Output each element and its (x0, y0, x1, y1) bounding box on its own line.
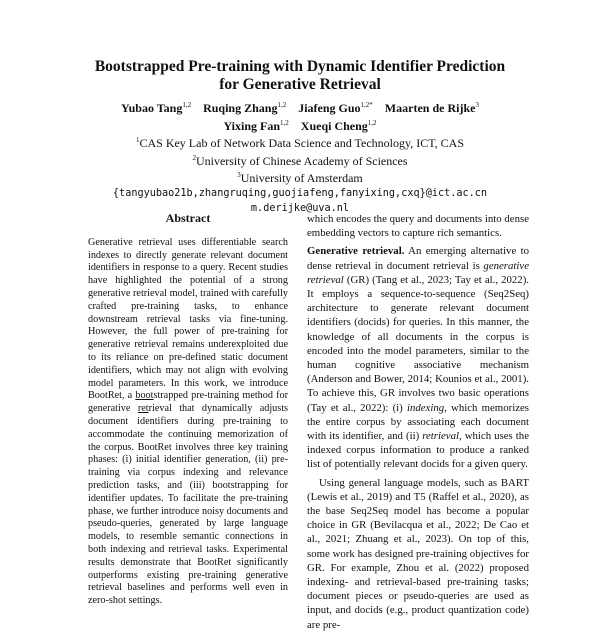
abstract-column (88, 212, 288, 608)
email-line: {tangyubao21b,zhangruqing,guojiafeng,fanyixing,cxq}@ict.ac.cn (112, 187, 488, 199)
author-row-1 (0, 98, 600, 116)
affiliation-list (0, 133, 600, 186)
affiliation: $^3$University of Amsterdam (237, 171, 363, 185)
author-name: Maarten de Rijke (384, 101, 476, 115)
author-name: Ruqing Zhang (203, 101, 278, 115)
section-heading: Generative retrieval. (307, 245, 405, 258)
author-affil-mark: 1,2 (182, 101, 192, 109)
paragraph: which encodes the query and documents into dense embedding vectors to capture rich semantics. (307, 213, 529, 240)
author-emails (0, 186, 600, 216)
paragraph: Using general language models, such as BART (Lewis et al., 2019) and T5 (Raffel et al., 2020), as the base Seq2Seq model has become a popular choice in GR (Bevilacqua et al., 2022; De Cao et al., 2021; Zhuang et al., 2023). On top of this, some work has designed pre-training objectives for GR. For example, Zhou et al. (2022) proposed indexing- and retrieval-based pre-training tasks; document pieces or pseudo-queries are used as input, and docids (e.g., product quantization code) are pre- (307, 476, 529, 631)
author-list (0, 98, 600, 133)
paragraph: Generative retrieval. An emerging alternative to dense retrieval in document retrieval is generative retrieval (GR) (Tang et al., 2023; Tay et al., 2022). It employs a sequence-to-sequence (Seq2Seq) architecture to generate relevant document identifiers (docids) for queries. In this manner, the knowledge of all documents in the corpus is encoded into the model parameters, similar to the human cognitive associative mechanism (Anderson and Bower, 2014; Kounios et al., 2001). To achieve this, GR involves two basic operations (Tay et al., 2022): (i) indexing, which memorizes the entire corpus by associating each document with its identifier, and (ii) retrieval, which uses the indexed corpus information to produce a ranked list of potentially relevant docids for a given query. (307, 245, 530, 471)
author-affil-mark: 1,2* (360, 101, 373, 109)
author-name: Xueqi Cheng (300, 118, 368, 133)
author-name: Jiafeng Guo (298, 101, 361, 115)
abstract-heading: Abstract (165, 211, 211, 225)
abstract-text: Generative retrieval uses differentiable search indexes to directly generate relevant document identifiers in response to a query. Recent studies have highlighted the potential of a strong generative retrieval model, trained with carefully crafted pre-training tasks, to enhance downstream retrieval tasks via fine-tuning. However, the full power of pre-training for generative retrieval remains underexploited due to its reliance on pre-defined static document identifiers, which may not align with evolving model parameters. In this work, we introduce BootRet, a bootstrapped pre-training method for generative retrieval that dynamically adjusts document identifiers during pre-training to accommodate the continuing memorization of the corpus. BootRet involves three key training phases: (i) initial identifier generation, (ii) pre-training via corpus indexing and relevance prediction tasks, and (iii) bootstrapping for identifier updates. To facilitate the pre-training phase, we further introduce noisy documents and pseudo-queries, generated by large language models, to resemble semantic connections in both indexing and retrieval tasks. Experimental results demonstrate that BootRet significantly outperforms existing pre-training generative retrieval baselines and performs well even in zero-shot settings. (88, 236, 289, 607)
author-affil-mark: 1,2 (280, 118, 289, 127)
email-line: m.derijke@uva.nl (250, 202, 350, 214)
affiliation: $^2$University of Chinese Academy of Sciences (192, 153, 408, 168)
paper-title (0, 58, 600, 94)
title-line-1: Bootstrapped Pre-training with Dynamic Identifier Prediction (94, 58, 506, 75)
author-row-2 (0, 116, 600, 134)
author-affil-mark: 3 (475, 101, 479, 109)
affiliation: $^1$CAS Key Lab of Network Data Science and Technology, ICT, CAS (135, 136, 465, 150)
author-affil-mark: 1,2 (277, 101, 287, 109)
author-name: Yubao Tang (121, 101, 183, 115)
title-line-2: for Generative Retrieval (219, 76, 381, 93)
author-name: Yixing Fan (223, 118, 281, 133)
author-affil-mark: 1,2 (367, 118, 377, 127)
body-column-right (307, 212, 529, 632)
paper-header (0, 58, 600, 216)
